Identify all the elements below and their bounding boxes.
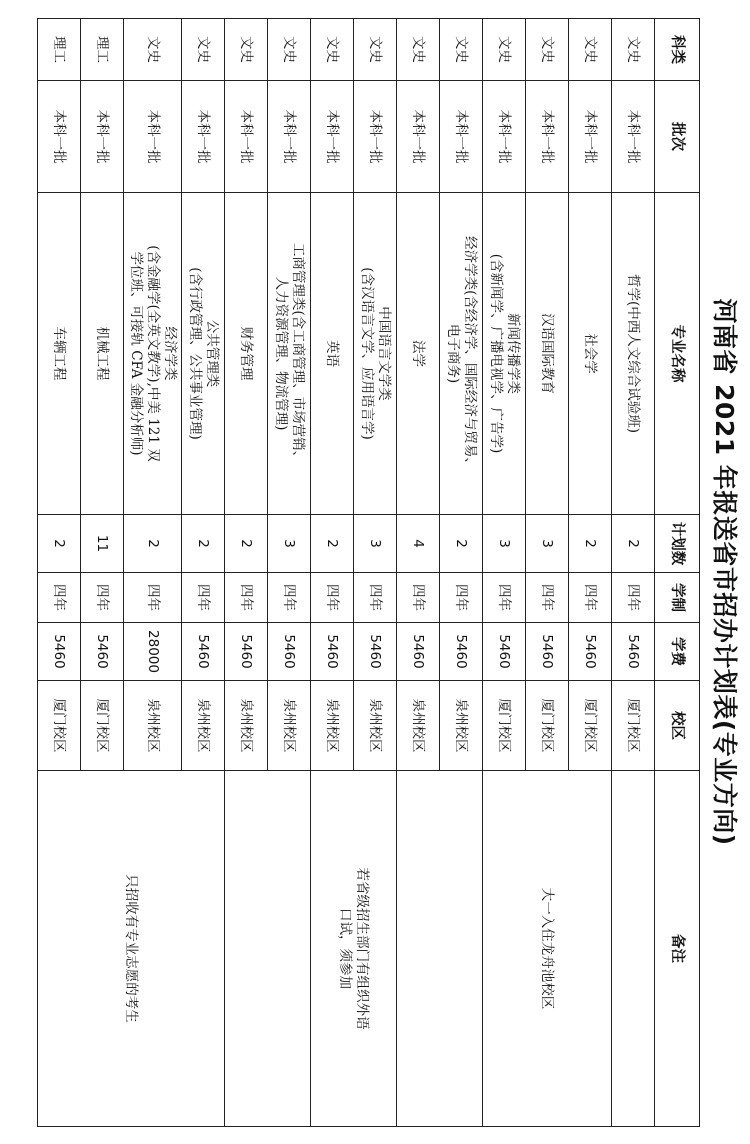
table-row [569, 19, 612, 1127]
cell-duration: 四年 [182, 573, 225, 623]
cell-duration: 四年 [483, 573, 526, 623]
cell-campus: 厦门校区 [612, 681, 655, 771]
cell-batch: 本科一批 [311, 81, 354, 193]
cell-tuition: 5460 [38, 623, 81, 681]
cell-major: 汉语国际教育 [526, 193, 569, 515]
cell-tuition: 5460 [526, 623, 569, 681]
header-category: 科类 [655, 19, 700, 81]
cell-plan: 3 [268, 515, 311, 573]
cell-plan: 2 [225, 515, 268, 573]
header-campus: 校区 [655, 681, 700, 771]
cell-campus: 泉州校区 [225, 681, 268, 771]
cell-category: 文史 [268, 19, 311, 81]
cell-campus: 泉州校区 [124, 681, 182, 771]
cell-category: 文史 [397, 19, 440, 81]
cell-plan: 2 [182, 515, 225, 573]
table-row [354, 19, 397, 1127]
cell-major: 车辆工程 [38, 193, 81, 515]
cell-campus: 泉州校区 [311, 681, 354, 771]
cell-batch: 本科一批 [182, 81, 225, 193]
cell-batch: 本科一批 [526, 81, 569, 193]
table-row [612, 19, 655, 1127]
cell-category: 文史 [182, 19, 225, 81]
cell-remarks-xiamen-dorm: 大一入住龙舟池校区 [483, 771, 612, 1127]
cell-batch: 本科一批 [569, 81, 612, 193]
cell-tuition: 5460 [440, 623, 483, 681]
cell-duration: 四年 [124, 573, 182, 623]
cell-category: 文史 [124, 19, 182, 81]
header-plan: 计划数 [655, 515, 700, 573]
cell-major: 社会学 [569, 193, 612, 515]
cell-plan: 2 [38, 515, 81, 573]
cell-batch: 本科一批 [397, 81, 440, 193]
cell-duration: 四年 [311, 573, 354, 623]
cell-campus: 厦门校区 [483, 681, 526, 771]
cell-duration: 四年 [268, 573, 311, 623]
cell-category: 理工 [81, 19, 124, 81]
cell-major: 机械工程 [81, 193, 124, 515]
cell-duration: 四年 [81, 573, 124, 623]
cell-major: 法学 [397, 193, 440, 515]
table-row [440, 19, 483, 1127]
cell-batch: 本科一批 [81, 81, 124, 193]
cell-category: 文史 [354, 19, 397, 81]
cell-campus: 泉州校区 [440, 681, 483, 771]
header-remarks: 备注 [655, 771, 700, 1127]
cell-campus: 厦门校区 [81, 681, 124, 771]
cell-plan: 2 [311, 515, 354, 573]
cell-major: 中国语言文学类 (含汉语言文学、应用语言学) [354, 193, 397, 515]
document-title: 河南省 2021 年报送省市招办计划表(专业方向) [710, 298, 739, 846]
table-header-row [655, 19, 700, 1127]
cell-duration: 四年 [526, 573, 569, 623]
cell-campus: 泉州校区 [354, 681, 397, 771]
cell-duration: 四年 [612, 573, 655, 623]
cell-batch: 本科一批 [268, 81, 311, 193]
cell-batch: 本科一批 [225, 81, 268, 193]
cell-category: 文史 [225, 19, 268, 81]
cell-category: 文史 [311, 19, 354, 81]
header-duration: 学制 [655, 573, 700, 623]
cell-duration: 四年 [38, 573, 81, 623]
cell-tuition: 5460 [268, 623, 311, 681]
header-batch: 批次 [655, 81, 700, 193]
cell-remarks-empty [397, 771, 483, 1127]
cell-tuition: 5460 [569, 623, 612, 681]
cell-campus: 泉州校区 [268, 681, 311, 771]
cell-campus: 泉州校区 [397, 681, 440, 771]
cell-duration: 四年 [354, 573, 397, 623]
cell-tuition: 5460 [483, 623, 526, 681]
cell-remarks-oral-test: 若省级招生部门有组织外语 口试，须参加 [311, 771, 397, 1127]
cell-tuition: 5460 [612, 623, 655, 681]
cell-category: 文史 [612, 19, 655, 81]
cell-major: 财务管理 [225, 193, 268, 515]
cell-major: 新闻传播学类 (含新闻学、广播电视学、广告学) [483, 193, 526, 515]
cell-major: 经济学类(含经济学、国际经济与贸易、 电子商务) [440, 193, 483, 515]
cell-plan: 3 [483, 515, 526, 573]
cell-category: 文史 [483, 19, 526, 81]
cell-major: 经济学类 (含金融学(全英文教学),中美 121 双 学位班、可接轨 CFA 金融分析师) [124, 193, 182, 515]
cell-tuition: 5460 [397, 623, 440, 681]
cell-batch: 本科一批 [612, 81, 655, 193]
cell-duration: 四年 [569, 573, 612, 623]
cell-plan: 4 [397, 515, 440, 573]
cell-tuition: 5460 [225, 623, 268, 681]
cell-major: 公共管理类 (含行政管理、公共事业管理) [182, 193, 225, 515]
cell-batch: 本科一批 [483, 81, 526, 193]
cell-plan: 2 [124, 515, 182, 573]
cell-tuition: 5460 [311, 623, 354, 681]
cell-plan: 3 [526, 515, 569, 573]
cell-duration: 四年 [397, 573, 440, 623]
cell-campus: 厦门校区 [569, 681, 612, 771]
cell-campus: 厦门校区 [526, 681, 569, 771]
cell-plan: 2 [440, 515, 483, 573]
cell-plan: 2 [569, 515, 612, 573]
cell-campus: 厦门校区 [38, 681, 81, 771]
table-row [268, 19, 311, 1127]
cell-batch: 本科一批 [38, 81, 81, 193]
cell-duration: 四年 [225, 573, 268, 623]
cell-major: 哲学(中西人文综合试验班) [612, 193, 655, 515]
cell-campus: 泉州校区 [182, 681, 225, 771]
cell-major: 英语 [311, 193, 354, 515]
cell-major: 工商管理类(含工商管理、市场营销、 人力资源管理、物流管理) [268, 193, 311, 515]
header-major: 专业名称 [655, 193, 700, 515]
cell-category: 文史 [569, 19, 612, 81]
cell-plan: 3 [354, 515, 397, 573]
cell-batch: 本科一批 [354, 81, 397, 193]
cell-tuition: 28000 [124, 623, 182, 681]
cell-batch: 本科一批 [124, 81, 182, 193]
cell-duration: 四年 [440, 573, 483, 623]
cell-category: 文史 [526, 19, 569, 81]
header-tuition: 学费 [655, 623, 700, 681]
cell-remarks-professional-only: 只招收有专业志愿的考生 [38, 771, 225, 1127]
enrollment-plan-table [37, 18, 700, 1127]
table-row [182, 19, 225, 1127]
cell-plan: 11 [81, 515, 124, 573]
cell-tuition: 5460 [81, 623, 124, 681]
cell-tuition: 5460 [182, 623, 225, 681]
cell-remarks-empty [612, 771, 655, 1127]
cell-category: 文史 [440, 19, 483, 81]
cell-plan: 2 [612, 515, 655, 573]
cell-tuition: 5460 [354, 623, 397, 681]
cell-remarks-empty [225, 771, 311, 1127]
cell-batch: 本科一批 [440, 81, 483, 193]
cell-category: 理工 [38, 19, 81, 81]
